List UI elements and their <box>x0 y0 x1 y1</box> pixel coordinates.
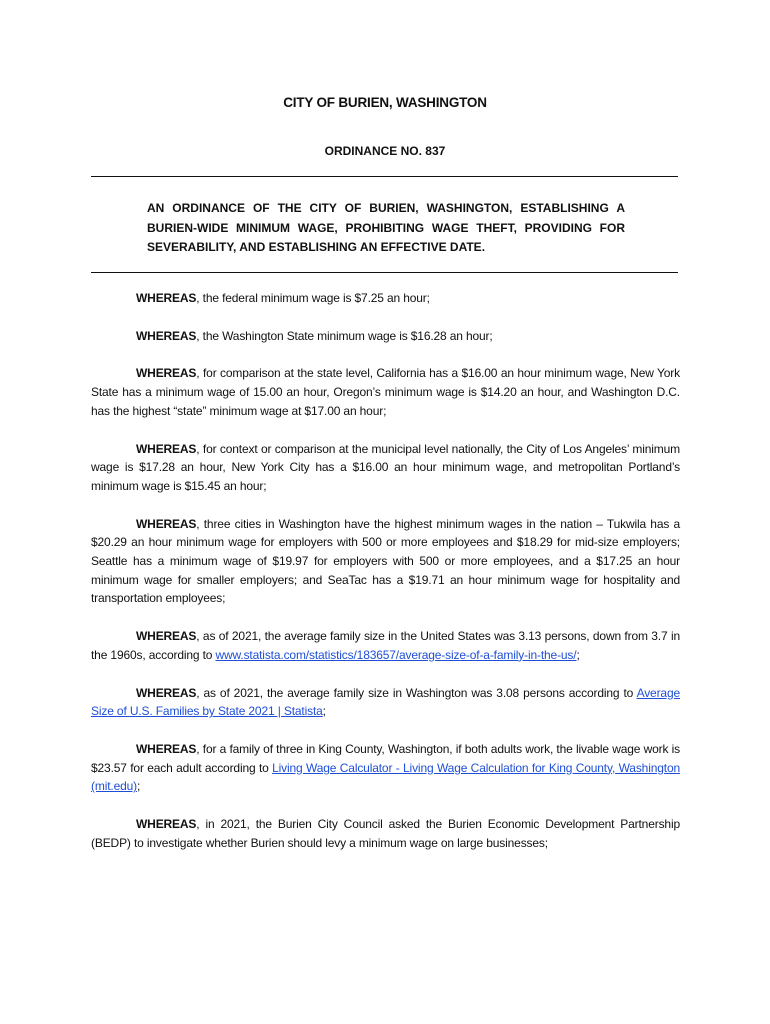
ordinance-number: ORDINANCE NO. 837 <box>324 144 446 158</box>
whereas-paragraph <box>91 327 680 346</box>
document-title: CITY OF BURIEN, WASHINGTON <box>283 95 487 110</box>
statista-wa-family-size-link[interactable]: Average Size of U.S. Families by State 2021 | Statista <box>91 685 680 719</box>
paragraph-end: ; <box>322 704 326 719</box>
whereas-keyword: WHEREAS <box>136 441 197 456</box>
paragraph-text: , as of 2021, the average family size in Washington was 3.08 persons according to <box>196 685 637 700</box>
whereas-keyword: WHEREAS <box>136 629 197 644</box>
whereas-paragraph <box>91 440 680 496</box>
document-body <box>91 289 680 871</box>
paragraph-text: , for comparison at the state level, California has a $16.00 an hour minimum wage, New York State has a minimum wage of 15.00 an hour, Oregon’s minimum wage is $14.20 an hour, and Washington D.C. has the highest “state” minimum wage at $17.00 an hour; <box>91 366 680 418</box>
whereas-keyword: WHEREAS <box>136 516 197 531</box>
paragraph-end: ; <box>137 779 141 794</box>
whereas-paragraph <box>91 740 680 796</box>
whereas-paragraph <box>91 364 680 420</box>
whereas-keyword: WHEREAS <box>136 366 197 381</box>
whereas-keyword: WHEREAS <box>136 741 197 756</box>
paragraph-text: , the federal minimum wage is $7.25 an hour; <box>196 291 430 305</box>
whereas-keyword: WHEREAS <box>136 328 197 343</box>
whereas-paragraph <box>91 627 680 664</box>
ordinance-caption: AN ORDINANCE OF THE CITY OF BURIEN, WASHINGTON, ESTABLISHING A BURIEN-WIDE MINIMUM WAGE, PROHIBITING WAGE THEFT, PROVIDING FOR SEVERABILITY, AND ESTABLISHING AN EFFECTIVE DATE. <box>147 201 625 254</box>
paragraph-text: , the Washington State minimum wage is $16.28 an hour; <box>196 328 493 343</box>
paragraph-text: , for context or comparison at the municipal level nationally, the City of Los Angeles’ minimum wage is $17.28 an hour, New York City has a $16.00 an hour minimum wage, and metropolitan Portland’s minimum wage is $15.45 an hour; <box>91 441 680 493</box>
statista-us-family-size-link[interactable]: www.statista.com/statistics/183657/average-size-of-a-family-in-the-us/ <box>215 647 577 662</box>
paragraph-end: ; <box>576 647 580 662</box>
paragraph-text: , for a family of three in King County, Washington, if both adults work, the livable wage work is $23.57 for each adult according to <box>91 741 680 775</box>
whereas-keyword: WHEREAS <box>136 817 197 832</box>
whereas-paragraph <box>91 815 680 852</box>
paragraph-text: , in 2021, the Burien City Council asked the Burien Economic Development Partnership (BEDP) to investigate whether Burien should levy a minimum wage on large businesses; <box>91 817 680 850</box>
whereas-keyword: WHEREAS <box>136 291 197 305</box>
whereas-keyword: WHEREAS <box>136 685 197 700</box>
divider-top <box>91 176 678 177</box>
divider-bottom <box>91 272 678 273</box>
paragraph-text: , as of 2021, the average family size in the United States was 3.13 persons, down from 3.7 in the 1960s, according to <box>91 629 680 662</box>
whereas-paragraph <box>91 515 680 609</box>
paragraph-text: , three cities in Washington have the highest minimum wages in the nation – Tukwila has a $20.29 an hour minimum wage for employers with 500 or more employees and $18.29 for mid-size employers; Seattle has a minimum wage of $19.97 for employers with 500 or more employees, and a $17.25 an hour minimum wage for smaller employers; and SeaTac has a $19.71 an hour minimum wage for hospitality and transportation employees; <box>91 516 680 606</box>
whereas-paragraph <box>91 684 680 721</box>
whereas-paragraph <box>91 289 680 308</box>
living-wage-calculator-link[interactable]: Living Wage Calculator - Living Wage Calculation for King County, Washington (mit.edu) <box>91 760 681 794</box>
